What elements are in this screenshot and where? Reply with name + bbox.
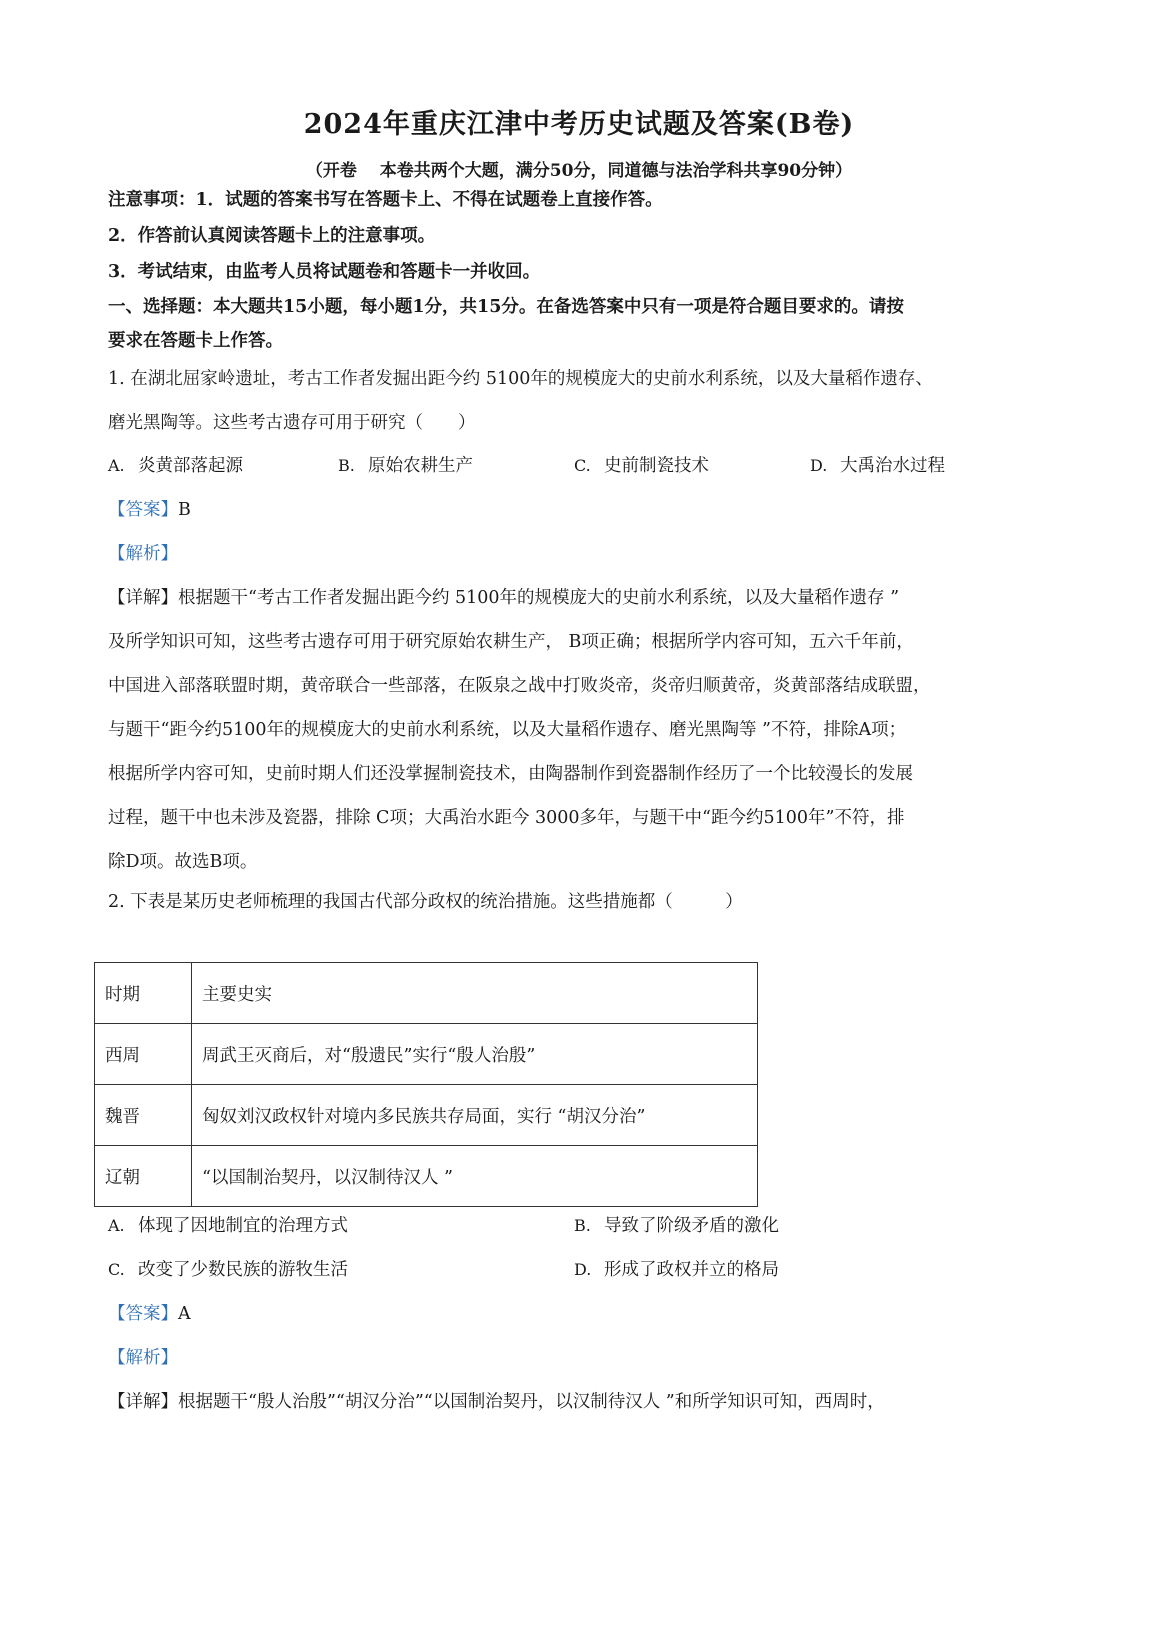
table-row <box>95 1085 758 1146</box>
q2-analysis-tag: 【解析】 <box>108 1348 178 1368</box>
q2-option-b <box>574 1212 779 1237</box>
table-row <box>95 1146 758 1207</box>
detail-tag: 【详解】 <box>108 1392 178 1412</box>
table-cell: “以国制治契丹，以汉制待汉人 ” <box>192 1146 758 1207</box>
option-label: A. <box>108 456 125 475</box>
option-text: 体现了因地制宜的治理方式 <box>138 1216 348 1236</box>
q1-option-b <box>338 452 473 477</box>
detail-tag: 【详解】 <box>108 588 178 608</box>
q2-option-d <box>574 1256 779 1281</box>
q1-detail-line-7: 除D项。故选B项。 <box>108 852 258 872</box>
answer-value: B <box>178 500 191 520</box>
option-label: B. <box>574 1216 591 1235</box>
detail-text: 根据题干“殷人治殷”“胡汉分治”“以国制治契丹，以汉制待汉人 ”和所学知识可知，西周时， <box>178 1392 885 1412</box>
table-cell: 辽朝 <box>95 1146 192 1207</box>
q1-stem-line-1: 1. 在湖北屈家岭遗址，考古工作者发掘出距今约 5100年的规模庞大的史前水利系统，以及大量稻作遗存、 <box>108 369 933 389</box>
answer-tag: 【答案】 <box>108 1304 178 1324</box>
q2-stem: 2. 下表是某历史老师梳理的我国古代部分政权的统治措施。这些措施都（ ） <box>108 892 743 912</box>
option-label: A. <box>108 1216 125 1235</box>
option-label: C. <box>108 1260 125 1279</box>
notice-line-1: 注意事项：1．试题的答案书写在答题卡上、不得在试题卷上直接作答。 <box>108 190 663 210</box>
q2-history-table <box>94 962 758 1207</box>
q1-detail-line-4: 与题干“距今约5100年的规模庞大的史前水利系统，以及大量稻作遗存、磨光黑陶等 ”不符，排除A项； <box>108 720 907 740</box>
q1-stem-line-2: 磨光黑陶等。这些考古遗存可用于研究（ ） <box>108 413 476 433</box>
detail-text: 根据题干“考古工作者发掘出距今约 5100年的规模庞大的史前水利系统，以及大量稻作遗存 ” <box>178 588 900 608</box>
table-header-row <box>95 963 758 1024</box>
table-header-cell: 时期 <box>95 963 192 1024</box>
table-cell: 西周 <box>95 1024 192 1085</box>
table-cell: 匈奴刘汉政权针对境内多民族共存局面，实行 “胡汉分治” <box>192 1085 758 1146</box>
q2-option-c <box>108 1256 348 1281</box>
option-label: D. <box>574 1260 592 1279</box>
q1-option-a <box>108 452 243 477</box>
document-title: 2024年重庆江津中考历史试题及答案(B卷) <box>303 109 855 140</box>
q1-answer <box>108 496 191 521</box>
table-header-cell: 主要史实 <box>192 963 758 1024</box>
option-text: 炎黄部落起源 <box>138 456 243 476</box>
option-text: 改变了少数民族的游牧生活 <box>138 1260 348 1280</box>
option-label: D. <box>810 456 828 475</box>
q2-detail-line-1 <box>108 1388 885 1413</box>
option-text: 大禹治水过程 <box>840 456 945 476</box>
option-text: 原始农耕生产 <box>368 456 473 476</box>
option-text: 导致了阶级矛盾的激化 <box>604 1216 779 1236</box>
q1-option-c <box>574 452 709 477</box>
q1-analysis-tag: 【解析】 <box>108 544 178 564</box>
notice-line-2: 2．作答前认真阅读答题卡上的注意事项。 <box>108 226 436 246</box>
q1-option-d <box>810 452 945 477</box>
table-row <box>95 1024 758 1085</box>
section-heading-line-1: 一、选择题：本大题共15小题，每小题1分，共15分。在备选答案中只有一项是符合题目要求的。请按 <box>108 297 904 317</box>
section-heading-line-2: 要求在答题卡上作答。 <box>108 331 283 351</box>
document-subtitle: （开卷 本卷共两个大题，满分50分，同道德与法治学科共享90分钟） <box>305 161 853 181</box>
q1-detail-line-6: 过程，题干中也未涉及瓷器，排除 C项；大禹治水距今 3000多年，与题干中“距今约5100年”不符，排 <box>108 808 905 828</box>
q2-option-a <box>108 1212 348 1237</box>
q1-detail-line-3: 中国进入部落联盟时期，黄帝联合一些部落，在阪泉之战中打败炎帝，炎帝归顺黄帝，炎黄部落结成联盟， <box>108 676 931 696</box>
q1-detail-line-1 <box>108 584 899 609</box>
option-label: B. <box>338 456 355 475</box>
answer-value: A <box>178 1304 191 1324</box>
q1-detail-line-2: 及所学知识可知，这些考古遗存可用于研究原始农耕生产， B项正确；根据所学内容可知，五六千年前， <box>108 632 914 652</box>
table-cell: 魏晋 <box>95 1085 192 1146</box>
option-label: C. <box>574 456 591 475</box>
answer-tag: 【答案】 <box>108 500 178 520</box>
table-cell: 周武王灭商后，对“殷遗民”实行“殷人治殷” <box>192 1024 758 1085</box>
q1-detail-line-5: 根据所学内容可知，史前时期人们还没掌握制瓷技术，由陶器制作到瓷器制作经历了一个比较漫长的发展 <box>108 764 913 784</box>
notice-line-3: 3．考试结束，由监考人员将试题卷和答题卡一并收回。 <box>108 262 541 282</box>
option-text: 史前制瓷技术 <box>604 456 709 476</box>
q2-answer <box>108 1300 191 1325</box>
option-text: 形成了政权并立的格局 <box>604 1260 779 1280</box>
